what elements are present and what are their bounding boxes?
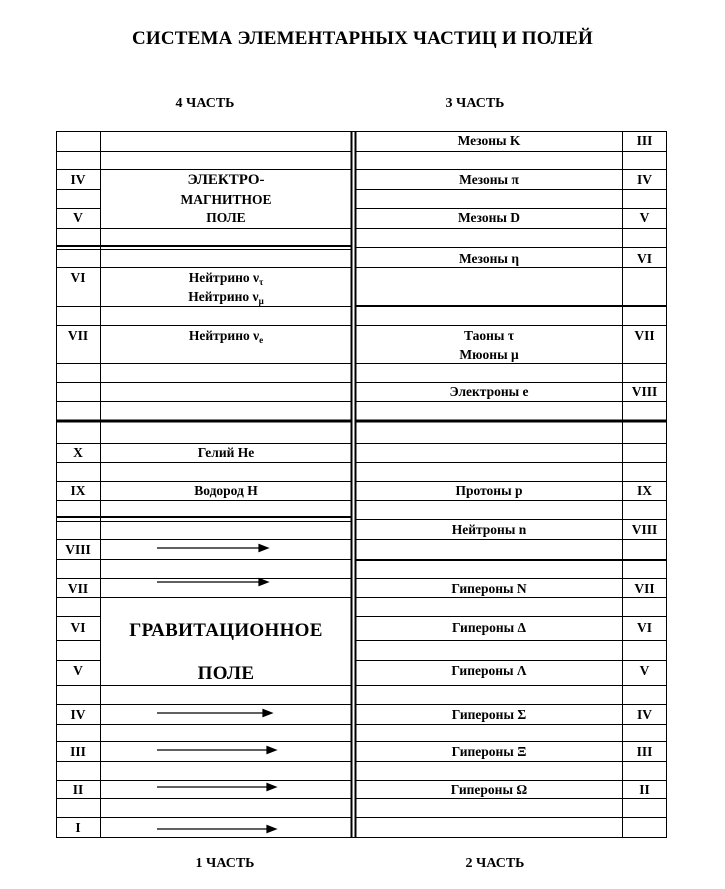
part-3-label: 3 ЧАСТЬ — [445, 96, 505, 111]
part-1-label: 1 ЧАСТЬ — [195, 856, 255, 871]
part-2-label: 2 ЧАСТЬ — [465, 856, 525, 871]
left-numeral: IX — [70, 483, 86, 498]
left-numeral: V — [73, 663, 83, 678]
right-numeral: V — [639, 210, 650, 225]
right-numeral: IV — [636, 707, 652, 722]
particle-hyperon-n: Гипероны N — [451, 581, 527, 596]
particle-hyperon-omega: Гипероны Ω — [450, 782, 528, 797]
right-numeral: VI — [636, 620, 652, 635]
hydrogen: Водород H — [194, 483, 258, 498]
left-numeral: II — [72, 782, 84, 797]
left-numeral: IV — [70, 172, 86, 187]
particle-proton: Протоны p — [455, 483, 523, 498]
arrow-icon — [157, 710, 272, 717]
particle-meson-pi: Мезоны π — [459, 172, 519, 187]
neutrino-tau: Нейтрино $\nu_\tau$ — [188, 270, 264, 287]
arrow-icon — [157, 579, 268, 586]
em-field-line-3: ПОЛЕ — [206, 210, 246, 225]
particle-neutron: Нейтроны n — [451, 522, 527, 537]
page-title: СИСТЕМА ЭЛЕМЕНТАРНЫХ ЧАСТИЦ И ПОЛЕЙ — [131, 28, 593, 49]
particle-hyperon-sigma: Гипероны Σ — [451, 707, 527, 722]
left-numeral: VI — [70, 270, 86, 285]
arrow-icon — [157, 826, 276, 833]
left-numeral: III — [70, 744, 86, 759]
helium: Гелий He — [197, 445, 255, 460]
left-numeral: X — [73, 445, 83, 460]
arrow-icon — [157, 784, 276, 791]
right-numeral: V — [639, 663, 650, 678]
left-numeral: VII — [67, 328, 89, 343]
grav-field-line-1: ГРАВИТАЦИОННОЕ — [129, 620, 323, 641]
arrow-icon — [157, 545, 268, 552]
particle-hyperon-xi: Гипероны Ξ — [451, 744, 527, 759]
neutrino-e: Нейтрино $\nu_e$ — [188, 328, 264, 345]
arrow-icon — [157, 747, 276, 754]
right-numeral: IX — [636, 483, 652, 498]
particle-meson-k: Мезоны K — [457, 133, 521, 148]
grav-field-line-2: ПОЛЕ — [197, 663, 255, 684]
neutrino-mu: Нейтрино $\nu_\mu$ — [188, 289, 264, 306]
particle-electron: Электроны e — [449, 384, 529, 399]
right-numeral: VII — [634, 581, 655, 596]
right-numeral: III — [636, 133, 653, 148]
left-numeral: VII — [67, 581, 89, 596]
particle-hyperon-delta: Гипероны Δ — [451, 620, 527, 635]
particle-tauon: Таоны τ — [463, 328, 515, 343]
left-numeral: VIII — [65, 542, 91, 557]
left-numeral: I — [75, 820, 81, 835]
left-numeral: IV — [70, 707, 86, 722]
particle-muon: Мюоны μ — [459, 347, 519, 362]
em-field-line-1: ЭЛЕКТРО- — [187, 172, 265, 188]
left-numeral: V — [73, 210, 83, 225]
particle-meson-eta: Мезоны η — [458, 251, 519, 266]
particle-hyperon-lambda: Гипероны Λ — [451, 663, 527, 678]
em-field-line-2: МАГНИТНОЕ — [180, 192, 272, 207]
particle-meson-d: Мезоны D — [457, 210, 521, 225]
right-numeral: VIII — [631, 384, 658, 399]
right-numeral: III — [636, 744, 653, 759]
right-numeral: VIII — [631, 522, 658, 537]
left-numeral: VI — [70, 620, 86, 635]
right-numeral: VII — [634, 328, 655, 343]
part-4-label: 4 ЧАСТЬ — [175, 96, 235, 111]
right-numeral: VI — [636, 251, 652, 266]
right-numeral: II — [639, 782, 650, 797]
right-numeral: IV — [636, 172, 652, 187]
